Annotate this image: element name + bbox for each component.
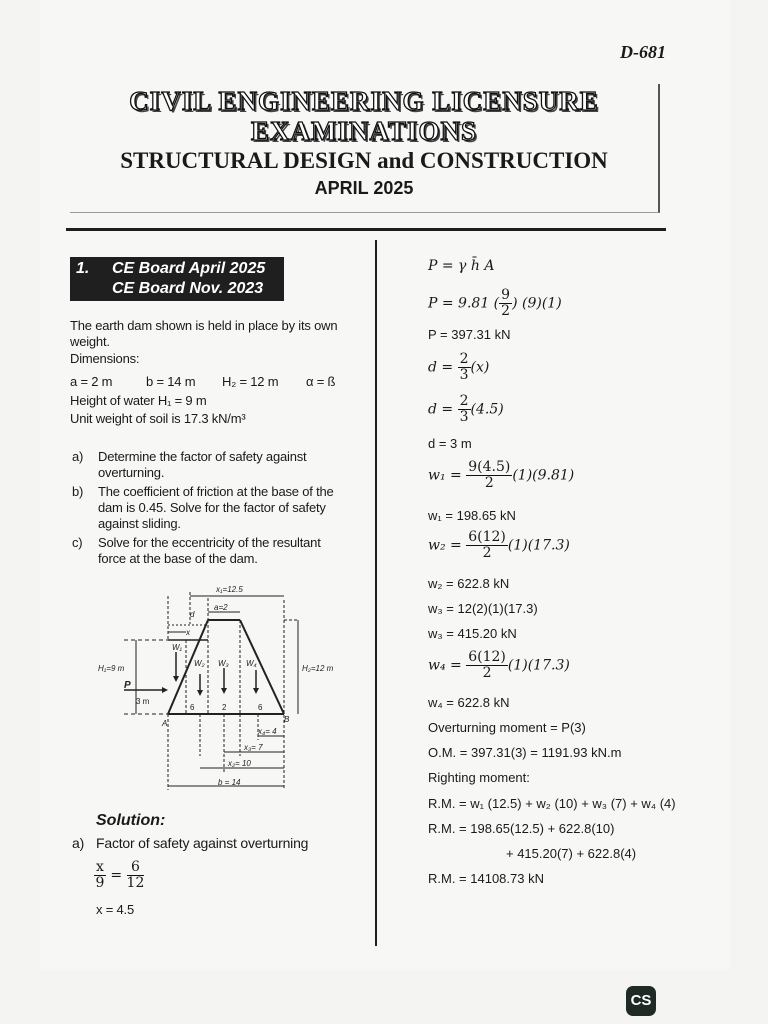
board-exam-1: CE Board April 2025 — [112, 260, 266, 277]
fig-b-label: b = 14 — [218, 778, 241, 787]
w4-result: w₄ = 622.8 kN — [428, 695, 510, 710]
dimensions-label: Dimensions: — [70, 351, 140, 366]
d-formula — [428, 352, 489, 383]
dim-h2: H₂ = 12 m — [222, 374, 279, 389]
question-b-line1: The coefficient of friction at the base of the — [98, 484, 334, 499]
w3-formula: w₃ = 12(2)(1)(17.3) — [428, 601, 538, 616]
fig-2-mid: 2 — [222, 703, 227, 712]
page-code: D-681 — [620, 42, 666, 62]
fig-3m-label: 3 m — [136, 697, 150, 706]
question-c-line1: Solve for the eccentricity of the resultant — [98, 535, 321, 550]
rm-formula: R.M. = w₁ (12.5) + w₂ (10) + w₃ (7) + w₄ (4) — [428, 796, 676, 811]
problem-number: 1. — [76, 260, 90, 277]
d-sub-suffix: (4.5) — [470, 401, 504, 418]
rm-result: R.M. = 14108.73 kN — [428, 871, 544, 886]
fig-h1-label: H₁=9 m — [98, 664, 125, 673]
water-height: Height of water H₁ = 9 m — [70, 393, 207, 408]
d-sub-frac-num: 2 — [459, 393, 469, 409]
w4-prefix: w₄ = — [428, 657, 462, 674]
p-substitution: P = 9.81 ( $\frac{9}{2}$ ) (9)(1) — [428, 287, 562, 319]
rm-substitution-1: R.M. = 198.65(12.5) + 622.8(10) — [428, 821, 615, 836]
p-sub-frac-num: 9 — [501, 287, 511, 303]
d-substitution — [428, 394, 504, 425]
w2-prefix: w₂ = — [428, 537, 462, 554]
unit-weight: Unit weight of soil is 17.3 kN/m³ — [70, 411, 246, 426]
w1-result: w₁ = 198.65 kN — [428, 508, 516, 523]
p-result: P = 397.31 kN — [428, 327, 511, 342]
ratio-equation: $\frac{x}{9}$ = $\frac{6}{12}$ — [95, 859, 145, 891]
question-a-line1: Determine the factor of safety against — [98, 449, 307, 464]
d-formula-prefix: d = — [428, 359, 454, 376]
fig-x3-label: x₃= 7 — [244, 743, 263, 752]
fig-x4-label: x₄= 4 — [258, 727, 277, 736]
p-sub-prefix: P = 9.81 — [428, 295, 490, 312]
p-formula: P = γ h̄ A — [428, 258, 495, 274]
fig-w4-label: W₄ — [246, 659, 257, 668]
title-line2: EXAMINATIONS — [250, 116, 478, 146]
camscanner-logo: CS — [626, 986, 656, 1016]
fig-6-left: 6 — [190, 703, 195, 712]
w1-prefix: w₁ = — [428, 467, 462, 484]
p-sub-frac-den: 2 — [501, 303, 511, 319]
ratio-rhs-num: 6 — [127, 860, 145, 876]
w1-den: 2 — [484, 475, 494, 491]
om-formula: Overturning moment = P(3) — [428, 720, 586, 735]
w4-suffix: (1)(17.3) — [507, 657, 570, 674]
rm-substitution-2: + 415.20(7) + 622.8(4) — [506, 846, 637, 861]
solution-heading: Solution: — [96, 812, 166, 829]
d-sub-prefix: d = — [428, 401, 454, 418]
question-b-line3: against sliding. — [98, 516, 181, 531]
fig-d-label: d — [190, 610, 195, 619]
w4-num: 6(12) — [468, 649, 506, 665]
d-frac-num: 2 — [459, 351, 469, 367]
x-result: x = 4.5 — [96, 902, 134, 917]
w1-formula — [428, 460, 574, 491]
d-frac-den: 3 — [459, 367, 469, 383]
question-b-line2: dam is 0.45. Solve for the factor of safety — [98, 500, 326, 515]
board-exam-2: CE Board Nov. 2023 — [112, 280, 264, 297]
fig-point-a: A — [162, 719, 168, 728]
exam-date: APRIL 2025 — [314, 178, 414, 198]
fig-point-b: B — [284, 715, 290, 724]
fig-w2-label: W₂ — [194, 659, 205, 668]
question-c-label: c) — [72, 535, 83, 550]
d-formula-suffix: (x) — [470, 359, 490, 376]
question-b-label: b) — [72, 484, 84, 499]
title-line1: CIVIL ENGINEERING LICENSURE — [129, 86, 599, 116]
ratio-lhs-den: 9 — [95, 875, 105, 891]
part-a-label: a) — [72, 835, 85, 851]
w2-suffix: (1)(17.3) — [507, 537, 570, 554]
ratio-rhs-den: 12 — [126, 875, 145, 891]
question-c-line2: force at the base of the dam. — [98, 551, 258, 566]
fig-w3-label: W₃ — [218, 659, 229, 668]
fig-p-label: P — [124, 680, 131, 691]
w1-suffix: (1)(9.81) — [512, 467, 575, 484]
om-result: O.M. = 397.31(3) = 1191.93 kN.m — [428, 745, 622, 760]
question-a-label: a) — [72, 449, 84, 464]
w2-num: 6(12) — [468, 529, 506, 545]
w2-den: 2 — [482, 545, 492, 561]
fig-6-right: 6 — [258, 703, 263, 712]
statement-line1: The earth dam shown is held in place by its own — [70, 318, 338, 333]
fig-x1-label: x₁=12.5 — [216, 585, 243, 594]
dim-a: a = 2 m — [70, 374, 113, 389]
d-sub-frac-den: 3 — [459, 409, 469, 425]
statement-line2: weight. — [70, 334, 110, 349]
fig-x-label: x — [186, 628, 190, 637]
w3-result: w₃ = 415.20 kN — [428, 626, 517, 641]
subject-title: STRUCTURAL DESIGN and CONSTRUCTION — [120, 148, 608, 173]
w2-result: w₂ = 622.8 kN — [428, 576, 510, 591]
d-result: d = 3 m — [428, 436, 472, 451]
w1-num: 9(4.5) — [468, 459, 511, 475]
rm-label: Righting moment: — [428, 770, 530, 785]
dim-alpha: α = ß — [306, 374, 336, 389]
fig-x2-label: x₂= 10 — [228, 759, 251, 768]
w2-formula — [428, 530, 570, 561]
ratio-lhs-num: x — [96, 859, 104, 875]
fig-w1-label: W₁ — [172, 643, 183, 652]
question-a-line2: overturning. — [98, 465, 165, 480]
fig-h2-label: H₂=12 m — [302, 664, 334, 673]
fig-a-label: a=2 — [214, 603, 228, 612]
w4-den: 2 — [482, 665, 492, 681]
dim-b: b = 14 m — [146, 374, 196, 389]
p-sub-suffix: (9)(1) — [522, 295, 562, 312]
w4-formula — [428, 650, 570, 681]
part-a-title: Factor of safety against overturning — [96, 835, 309, 851]
